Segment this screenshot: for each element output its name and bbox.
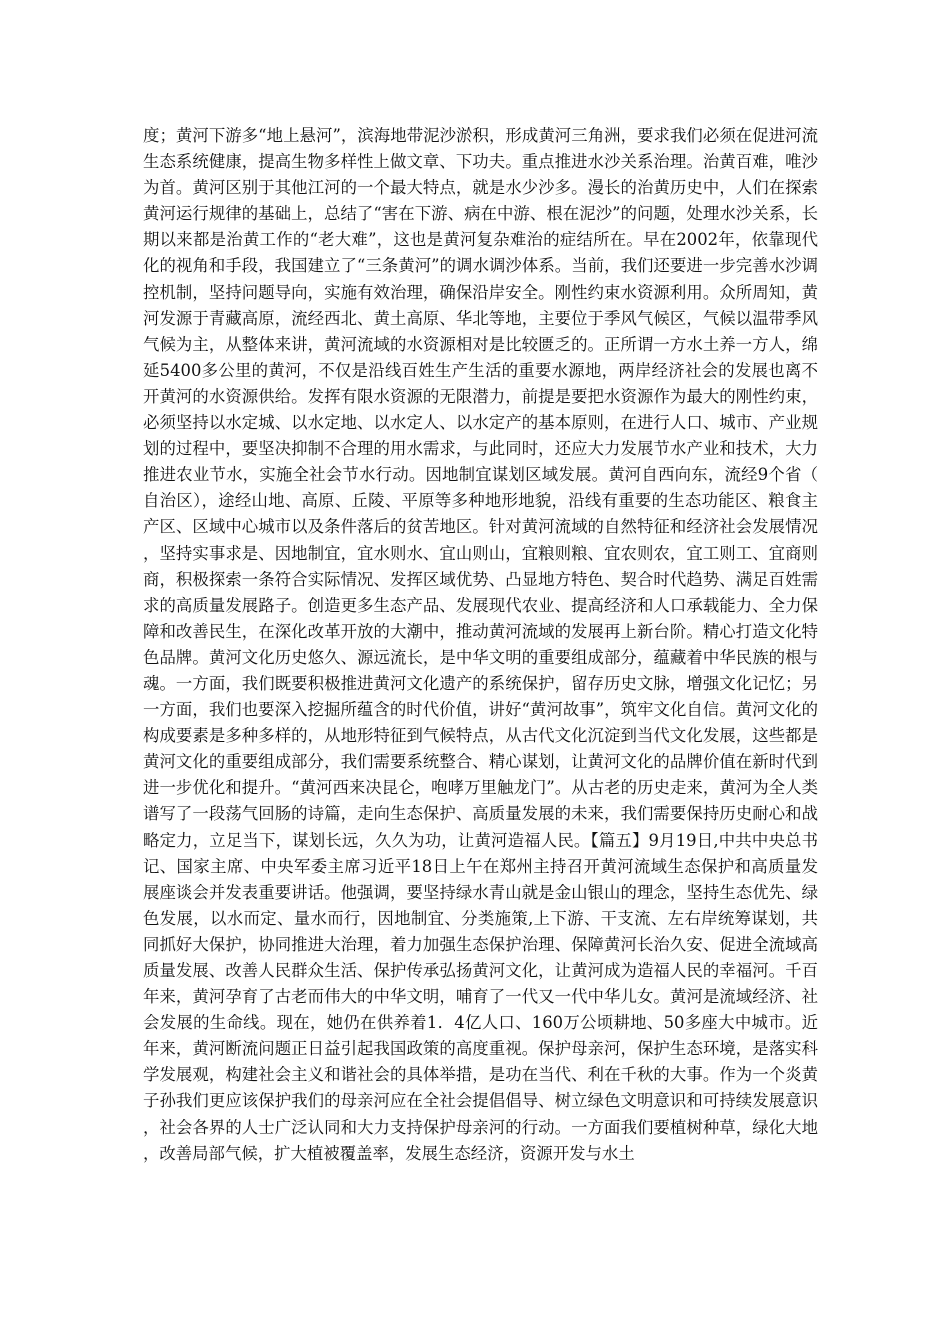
body-paragraph: 度；黄河下游多“地上悬河”，滨海地带泥沙淤积，形成黄河三角洲，要求我们必须在促进河流生态系统健康，提高生物多样性上做文章、下功夫。重点推进水沙关系治理。治黄百难，唯沙为首。黄河区别于其他江河的一个最大特点，就是水少沙多。漫长的治黄历史中，人们在探索黄河运行规律的基础上，总结了“害在下游、病在中游、根在泥沙”的问题，处理水沙关系，长期以来都是治黄工作的“老大难”，这也是黄河复杂难治的症结所在。早在2002年，依靠现代化的视角和手段，我国建立了“三条黄河”的调水调沙体系。当前，我们还要进一步完善水沙调控机制，坚持问题导向，实施有效治理，确保沿岸安全。刚性约束水资源利用。众所周知，黄河发源于青藏高原，流经西北、黄土高原、华北等地，主要位于季风气候区，气候以温带季风气候为主，从整体来讲，黄河流域的水资源相对是比较匮乏的。正所谓一方水土养一方人，绵延5400多公里的黄河，不仅是沿线百姓生产生活的重要水源地，两岸经济社会的发展也离不开黄河的水资源供给。发挥有限水资源的无限潜力，前提是要把水资源作为最大的刚性约束，必须坚持以水定城、以水定地、以水定人、以水定产的基本原则，在进行人口、城市、产业规划的过程中，要坚决抑制不合理的用水需求，与此同时，还应大力发展节水产业和技术，大力推进农业节水，实施全社会节水行动。因地制宜谋划区域发展。黄河自西向东，流经9个省（自治区），途经山地、高原、丘陵、平原等多种地形地貌，沿线有重要的生态功能区、粮食主产区、区域中心城市以及条件落后的贫苦地区。针对黄河流域的自然特征和经济社会发展情况，坚持实事求是、因地制宜，宜水则水、宜山则山，宜粮则粮、宜农则农，宜工则工、宜商则商，积极探索一条符合实际情况、发挥区域优势、凸显地方特色、契合时代趋势、满足百姓需求的高质量发展路子。创造更多生态产品、发展现代农业、提高经济和人口承载能力、全力保障和改善民生，在深化改革开放的大潮中，推动黄河流域的发展再上新台阶。精心打造文化特色品牌。黄河文化历史悠久、源远流长，是中华文明的重要组成部分，蕴藏着中华民族的根与魂。一方面，我们既要积极推进黄河文化遗产的系统保护，留存历史文脉，增强文化记忆；另一方面，我们也要深入挖掘所蕴含的时代价值，讲好“黄河故事”，筑牢文化自信。黄河文化的构成要素是多种多样的，从地形特征到气候特点，从古代文化沉淀到当代文化发展，这些都是黄河文化的重要组成部分，我们需要系统整合、精心谋划，让黄河文化的品牌价值在新时代到进一步优化和提升。“黄河西来决昆仑，咆哮万里触龙门”。从古老的历史走来，黄河为全人类谱写了一段荡气回肠的诗篇，走向生态保护、高质量发展的未来，我们需要保持历史耐心和战略定力，立足当下，谋划长远，久久为功，让黄河造福人民。【篇五】9月19日,中共中央总书记、国家主席、中央军委主席习近平18日上午在郑州主持召开黄河流域生态保护和高质量发展座谈会并发表重要讲话。他强调，要坚持绿水青山就是金山银山的理念，坚持生态优先、绿色发展，以水而定、量水而行，因地制宜、分类施策,上下游、干支流、左右岸统筹谋划，共同抓好大保护，协同推进大治理，着力加强生态保护治理、保障黄河长治久安、促进全流域高质量发展、改善人民群众生活、保护传承弘扬黄河文化，让黄河成为造福人民的幸福河。千百年来，黄河孕育了古老而伟大的中华文明，哺育了一代又一代中华儿女。黄河是流域经济、社会发展的生命线。现在，她仍在供养着1．4亿人口、160万公顷耕地、50多座大中城市。近年来，黄河断流问题正日益引起我国政策的高度重视。保护母亲河，保护生态环境，是落实科学发展观，构建社会主义和谐社会的具体举措，是功在当代、利在千秋的大事。作为一个炎黄子孙我们更应该保护我们的母亲河应在全社会提倡倡导、树立绿色文明意识和可持续发展意识，社会各界的人士广泛认同和大力支持保护母亲河的行动。一方面我们要植树种草，绿化大地，改善局部气候，扩大植被覆盖率，发展生态经济，资源开发与水土: [143, 126, 818, 1163]
